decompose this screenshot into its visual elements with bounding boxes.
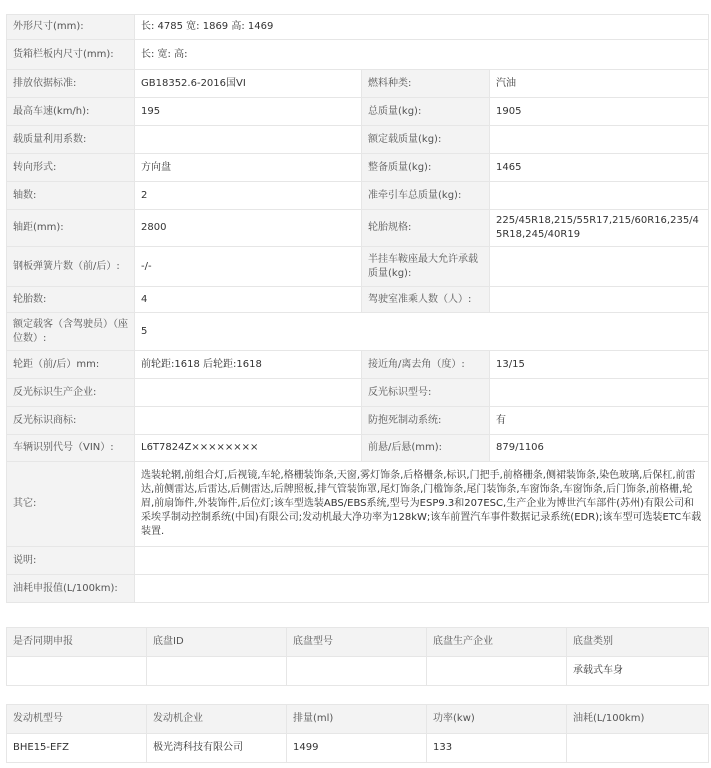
table-cell — [427, 657, 567, 686]
table-cell — [287, 657, 427, 686]
spec-value: 4 — [135, 287, 362, 313]
spec-label: 说明: — [7, 547, 135, 575]
spec-label: 接近角/离去角（度）: — [362, 351, 490, 379]
table-cell: 133 — [427, 734, 567, 763]
spec-label: 排放依据标准: — [7, 70, 135, 98]
spec-label: 整备质量(kg): — [362, 154, 490, 182]
spec-row — [7, 98, 709, 126]
spec-label: 额定载客（含驾驶员）（座位数）: — [7, 313, 135, 351]
spec-value: 前轮距:1618 后轮距:1618 — [135, 351, 362, 379]
column-header: 底盘ID — [147, 628, 287, 657]
table-cell: 极光湾科技有限公司 — [147, 734, 287, 763]
spec-label: 准牵引车总质量(kg): — [362, 182, 490, 210]
spec-value: 1905 — [490, 98, 709, 126]
spec-value: 选装轮辋,前组合灯,后视镜,车轮,格栅装饰条,天窗,雾灯饰条,后格栅条,标识,门把手,前格栅条,侧裙装饰条,染色玻璃,后保杠,前雷达,前侧雷达,后雷达,后侧雷达,后牌照板,排气管装饰罩,尾灯饰条,门槛饰条,尾门装饰条,车窗饰条,车窗饰条,后门饰条,前格栅,轮眉,前扇饰件,外装饰件,后位灯;该车型选装ABS/EBS系统,型号为ESP9.3和207ESC,生产企业为博世汽车部件(苏州)有限公司和采埃孚制动控制系统(中国)有限公司;发动机最大净功率为128kW;该车前置汽车事件数据记录系统(EDR);该车型可选装ETC车载装置. — [135, 462, 709, 547]
spec-value: 879/1106 — [490, 435, 709, 462]
spec-label: 半挂车鞍座最大允许承载质量(kg): — [362, 247, 490, 287]
spec-label: 反光标识生产企业: — [7, 379, 135, 407]
spec-value: 汽油 — [490, 70, 709, 98]
spec-row — [7, 462, 709, 547]
spec-row — [7, 40, 709, 70]
spec-label: 轮胎数: — [7, 287, 135, 313]
spec-value — [135, 547, 709, 575]
spec-value: -/- — [135, 247, 362, 287]
table-header-row — [7, 705, 709, 734]
spec-row — [7, 547, 709, 575]
engine-table — [6, 704, 709, 763]
spec-row — [7, 287, 709, 313]
spec-row — [7, 70, 709, 98]
spec-row — [7, 15, 709, 40]
spec-label: 钢板弹簧片数（前/后）: — [7, 247, 135, 287]
table-cell: 承载式车身 — [567, 657, 709, 686]
spec-label: 车辆识别代号（VIN）: — [7, 435, 135, 462]
spec-row — [7, 379, 709, 407]
spec-value — [135, 126, 362, 154]
column-header: 底盘型号 — [287, 628, 427, 657]
spec-label: 反光标识商标: — [7, 407, 135, 435]
spec-value — [490, 247, 709, 287]
spec-value: GB18352.6-2016国VI — [135, 70, 362, 98]
spec-value: 13/15 — [490, 351, 709, 379]
spec-label: 额定载质量(kg): — [362, 126, 490, 154]
spec-value: 1465 — [490, 154, 709, 182]
column-header: 底盘生产企业 — [427, 628, 567, 657]
table-row — [7, 734, 709, 763]
spec-value: 长: 宽: 高: — [135, 40, 709, 70]
spec-label: 转向形式: — [7, 154, 135, 182]
spec-label: 外形尺寸(mm): — [7, 15, 135, 40]
spec-row — [7, 313, 709, 351]
spec-row — [7, 210, 709, 247]
spec-value: 方向盘 — [135, 154, 362, 182]
spec-label: 轮距（前/后）mm: — [7, 351, 135, 379]
spec-row — [7, 154, 709, 182]
spec-label: 油耗申报值(L/100km): — [7, 575, 135, 603]
column-header: 发动机企业 — [147, 705, 287, 734]
spec-label: 驾驶室准乘人数（人）: — [362, 287, 490, 313]
spec-label: 载质量利用系数: — [7, 126, 135, 154]
table-header-row — [7, 628, 709, 657]
table-cell: 1499 — [287, 734, 427, 763]
column-header: 功率(kw) — [427, 705, 567, 734]
spec-label: 货箱栏板内尺寸(mm): — [7, 40, 135, 70]
spec-value — [135, 379, 362, 407]
column-header: 排量(ml) — [287, 705, 427, 734]
spec-label: 防抱死制动系统: — [362, 407, 490, 435]
spec-value: 2 — [135, 182, 362, 210]
spec-value: 195 — [135, 98, 362, 126]
chassis-table — [6, 627, 709, 686]
spec-row — [7, 575, 709, 603]
spec-value — [490, 182, 709, 210]
table-cell — [7, 657, 147, 686]
table-row — [7, 657, 709, 686]
table-cell — [567, 734, 709, 763]
spec-label: 最高车速(km/h): — [7, 98, 135, 126]
spec-label: 轴数: — [7, 182, 135, 210]
spec-row — [7, 435, 709, 462]
spec-value — [135, 575, 709, 603]
spec-value — [490, 287, 709, 313]
spec-row — [7, 126, 709, 154]
table-cell — [147, 657, 287, 686]
spec-value: 225/45R18,215/55R17,215/60R16,235/45R18,245/40R19 — [490, 210, 709, 247]
spec-row — [7, 351, 709, 379]
spec-value — [490, 379, 709, 407]
spec-value — [490, 126, 709, 154]
specs-table — [6, 14, 709, 603]
spec-label: 反光标识型号: — [362, 379, 490, 407]
spec-value: 5 — [135, 313, 709, 351]
spec-value: 2800 — [135, 210, 362, 247]
spec-row — [7, 407, 709, 435]
spec-label: 总质量(kg): — [362, 98, 490, 126]
spec-label: 燃料种类: — [362, 70, 490, 98]
column-header: 底盘类别 — [567, 628, 709, 657]
spec-value — [135, 407, 362, 435]
spec-row — [7, 247, 709, 287]
column-header: 油耗(L/100km) — [567, 705, 709, 734]
column-header: 是否同期申报 — [7, 628, 147, 657]
spec-label: 前悬/后悬(mm): — [362, 435, 490, 462]
spec-label: 轴距(mm): — [7, 210, 135, 247]
column-header: 发动机型号 — [7, 705, 147, 734]
spec-label: 其它: — [7, 462, 135, 547]
spec-row — [7, 182, 709, 210]
spec-value: 有 — [490, 407, 709, 435]
table-cell: BHE15-EFZ — [7, 734, 147, 763]
spec-value: L6T7824Z×××××××× — [135, 435, 362, 462]
spec-label: 轮胎规格: — [362, 210, 490, 247]
spec-value: 长: 4785 宽: 1869 高: 1469 — [135, 15, 709, 40]
